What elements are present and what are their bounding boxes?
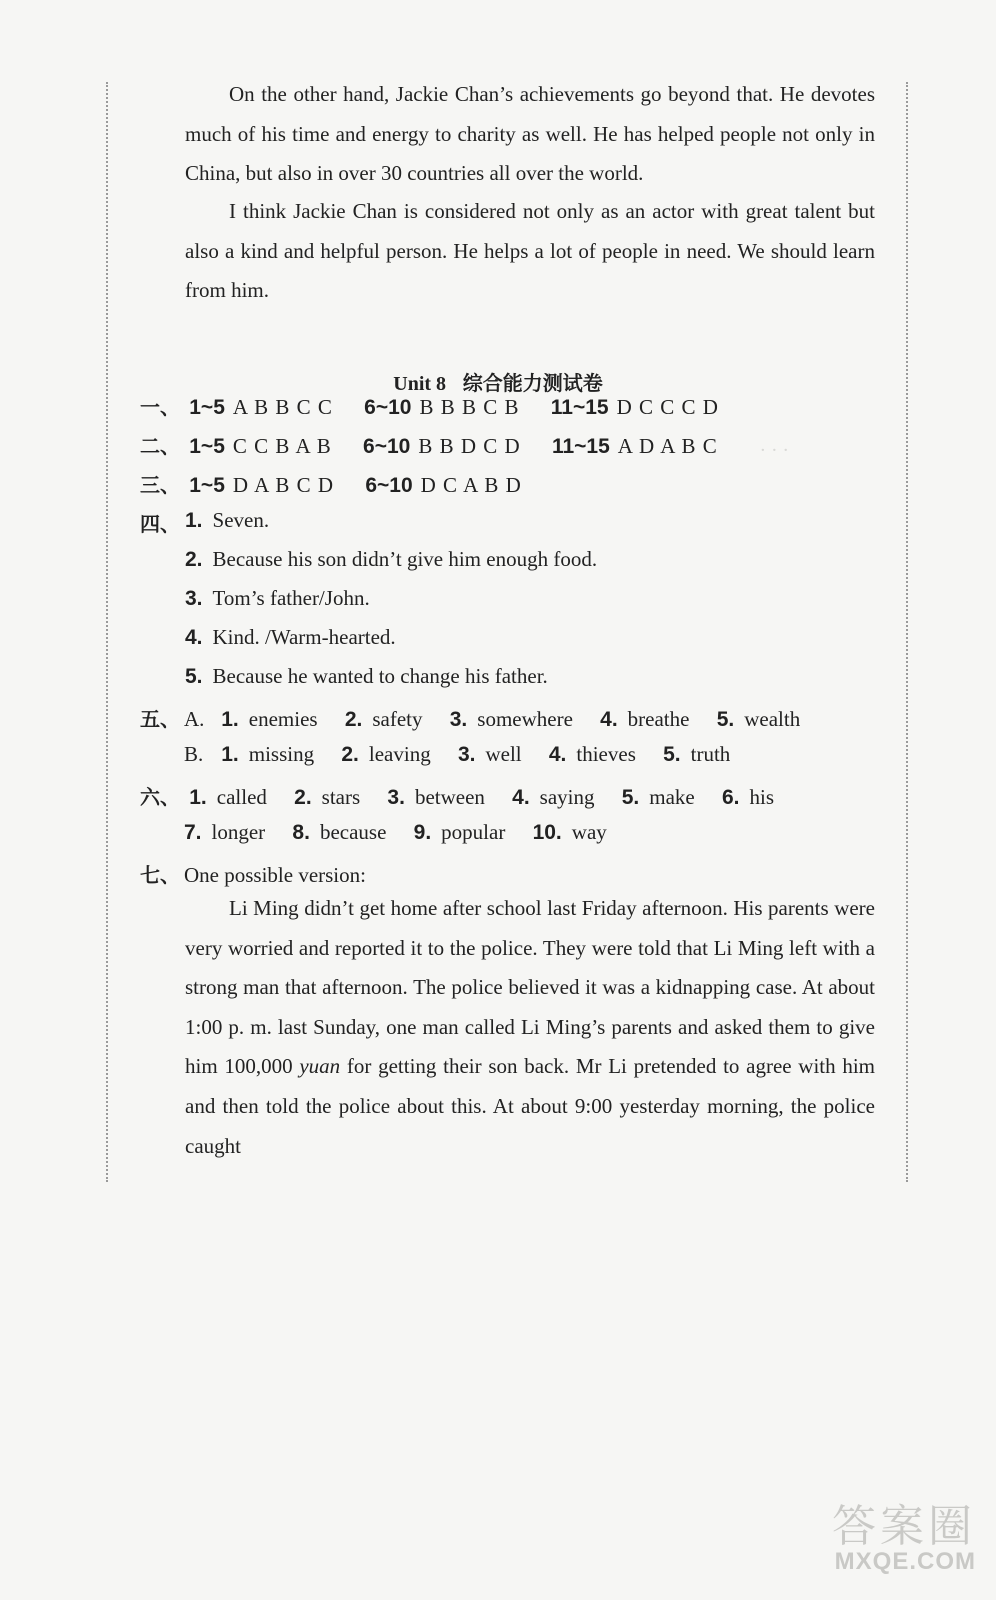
fill-item: 1. called [189, 785, 267, 809]
left-margin-rule [106, 82, 108, 1182]
part3-row: 三、 1~5 D A B C D 6~10 D C A B D [140, 473, 522, 497]
fill-item: 3. somewhere [449, 707, 573, 731]
fill-item: 9. popular [413, 820, 506, 844]
fill-item: 5. make [621, 785, 695, 809]
fill-item: 1. enemies [221, 707, 318, 731]
part4-item: 1. Seven. [185, 508, 270, 532]
test-name: 综合能力测试卷 [462, 373, 603, 395]
fill-item: 2. safety [344, 707, 423, 731]
essay-paragraph-2: I think Jackie Chan is considered not only as an actor with great talent but also a kind and helpful person. He helps a lot of people in need. We should learn from him. [185, 199, 875, 303]
fill-item: 1. missing [221, 742, 315, 766]
fill-item: 4. saying [512, 785, 595, 809]
fill-item: 8. because [292, 820, 387, 844]
fill-item: 10. way [532, 820, 607, 844]
fill-item: 6. his [722, 785, 775, 809]
fill-item: 5. wealth [716, 707, 801, 731]
part6-row-1: 六、 1. called 2. stars 3. between 4. saying 5. make 6. his [140, 785, 775, 809]
part6-row-2 [184, 820, 629, 845]
answer-group: 6~10 B B D C D [363, 434, 521, 458]
answer-group: 6~10 D C A B D [365, 473, 522, 497]
part4-label: 四、 [140, 512, 180, 536]
part4-item: 4. Kind. /Warm-hearted. [185, 625, 396, 649]
unit-label: Unit 8 [393, 373, 447, 395]
part7-intro-row: 七、 One possible version: [140, 863, 366, 887]
fill-item: 2. leaving [341, 742, 431, 766]
fill-item: 4. breathe [600, 707, 690, 731]
answer-group: 11~15 D C C C D [550, 395, 719, 419]
answer-group: 1~5 C C B A B [189, 434, 332, 458]
fill-item: 5. truth [663, 742, 731, 766]
part5-a-row: 五、 A. 1. enemies 2. safety 3. somewhere 4. breathe 5. wealth [140, 707, 801, 731]
part4-item: 5. Because he wanted to change his father. [185, 664, 548, 688]
part1-row: 一、 1~5 A B B C C 6~10 B B B C B 11~15 D C C C D [140, 395, 719, 419]
part7-intro: One possible version: [184, 863, 366, 887]
answer-group: 1~5 A B B C C [189, 395, 333, 419]
bleed-through-mark: · · · [760, 440, 789, 461]
part4-item: 2. Because his son didn’t give him enough food. [185, 547, 598, 571]
watermark-logo: 答案圈 MXQE.COM [832, 1501, 976, 1575]
part7-essay: Li Ming didn’t get home after school last Friday afternoon. His parents were very worried and reported it to the police. They were told that Li Ming left with a strong man that afternoon. The police believed it was a kidnapping case. At about 1:00 p. m. last Sunday, one man called Li Ming’s parents and asked them to give him 100,000 yuan for getting their son back. Mr Li pretended to agree with him and then told the police about this. At about 9:00 yesterday morning, the police caught [185, 896, 876, 1158]
fill-item: 3. well [457, 742, 522, 766]
fill-item: 7. longer [184, 820, 266, 844]
essay-paragraph-1: On the other hand, Jackie Chan’s achievements go beyond that. He devotes much of his time and energy to charity as well. He has helped people not only in China, but also in over 30 countries all over the world. [185, 82, 875, 186]
fill-item: 3. between [387, 785, 485, 809]
answer-group: 6~10 B B B C B [364, 395, 520, 419]
fill-item: 2. stars [294, 785, 361, 809]
fill-item: 4. thieves [548, 742, 636, 766]
part5-b-row: B. 1. missing 2. leaving 3. well 4. thieves 5. truth [184, 742, 731, 766]
answer-group: 1~5 D A B C D [189, 473, 335, 497]
right-margin-rule [906, 82, 908, 1182]
answer-group: 11~15 A D A B C [551, 434, 718, 458]
part2-row: 二、 1~5 C C B A B 6~10 B B D C D 11~15 A D A B C [140, 434, 718, 458]
part4-item: 3. Tom’s father/John. [185, 586, 370, 610]
